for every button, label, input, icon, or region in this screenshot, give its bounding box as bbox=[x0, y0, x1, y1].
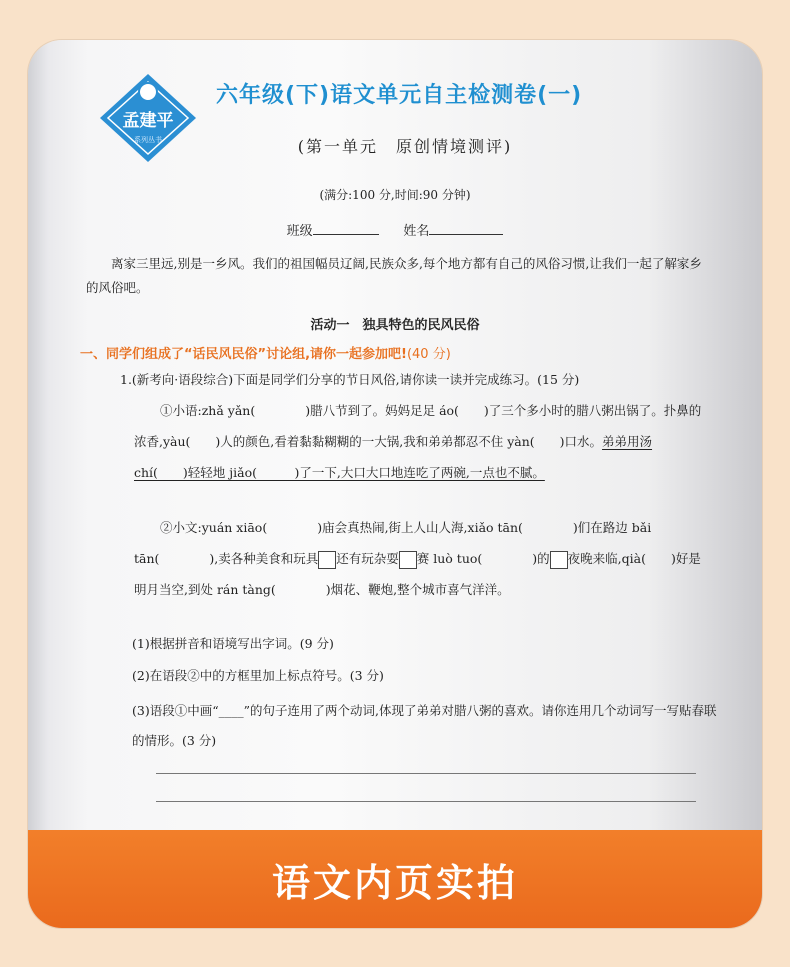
passage-2-text-a: ②小文:yuán xiāo( )庙会真热闹,街上人山人海,xiǎo tān( )们在路边 bǎi tān( ),卖各种美食和玩具 bbox=[134, 520, 652, 566]
class-label: 班级 bbox=[286, 224, 313, 239]
sub-question-3: (3)语段①中画“____”的句子连用了两个动词,体现了弟弟对腊八粥的喜欢。请你连用几个动词写一写贴春联的情形。(3 分) bbox=[132, 703, 717, 748]
passage-1-text: ①小语:zhǎ yǎn( )腊八节到了。妈妈足足 áo( )了三个多小时的腊八粥出锅了。扑鼻的浓香,yàu( )人的颜色,看着黏黏糊糊的一大锅,我和弟弟都忍不住 yàn( )口水。 bbox=[134, 403, 702, 449]
page-title: 六年级(下)语文单元自主检测卷(一) bbox=[216, 83, 583, 108]
passage-2-text-d: 夜晚来临,qià( )好是明月当空,到处 rán tàng( )烟花、鞭炮,整个城市喜气洋洋。 bbox=[134, 551, 701, 597]
intro-text: 离家三里远,别是一乡风。我们的祖国幅员辽阔,民族众多,每个地方都有自己的风俗习惯,让我们一起了解家乡的风俗吧。 bbox=[86, 256, 702, 295]
name-label: 姓名 bbox=[403, 224, 430, 239]
sub-question-2: (2)在语段②中的方框里加上标点符号。(3 分) bbox=[132, 668, 384, 683]
sub-question-1: (1)根据拼音和语境写出字词。(9 分) bbox=[132, 636, 334, 651]
class-name-line bbox=[28, 220, 762, 239]
passage-1-underlined: 弟弟用汤 chí( )轻轻地 jiǎo( )了一下,大口大口地连吃了两碗,一点也不腻。 bbox=[134, 434, 653, 480]
question-1: 1.(新考向·语段综合)下面是同学们分享的节日风俗,请你读一读并完成练习。(15 分) bbox=[120, 372, 580, 387]
section-heading bbox=[80, 343, 451, 362]
passage-2-text-b: 还有玩杂耍 bbox=[336, 551, 399, 566]
banner-caption: 语文内页实拍 bbox=[28, 830, 762, 928]
product-card bbox=[28, 40, 762, 928]
name-blank bbox=[429, 234, 503, 235]
svg-text:系列丛书: 系列丛书 bbox=[134, 136, 162, 144]
passage-2 bbox=[134, 512, 704, 605]
passage-1 bbox=[134, 395, 704, 488]
section-text: 一、同学们组成了“话民风民俗”讨论组,请你一起参加吧! bbox=[80, 347, 407, 362]
activity-heading: 活动一 独具特色的民风民俗 bbox=[310, 318, 480, 333]
class-blank bbox=[313, 234, 379, 235]
section-points: (40 分) bbox=[406, 347, 451, 362]
exam-page bbox=[28, 40, 762, 830]
punctuation-box-1[interactable] bbox=[318, 551, 336, 569]
punctuation-box-2[interactable] bbox=[399, 551, 417, 569]
answer-line[interactable] bbox=[156, 801, 696, 802]
passage-2-text-c: 赛 luò tuo( )的 bbox=[416, 551, 550, 566]
answer-line[interactable] bbox=[156, 773, 696, 774]
svg-text:孟建平: 孟建平 bbox=[122, 111, 174, 131]
page-subtitle: (第一单元 原创情境测评) bbox=[297, 137, 513, 156]
exam-meta: (满分:100 分,时间:90 分钟) bbox=[319, 188, 471, 202]
punctuation-box-3[interactable] bbox=[550, 551, 568, 569]
